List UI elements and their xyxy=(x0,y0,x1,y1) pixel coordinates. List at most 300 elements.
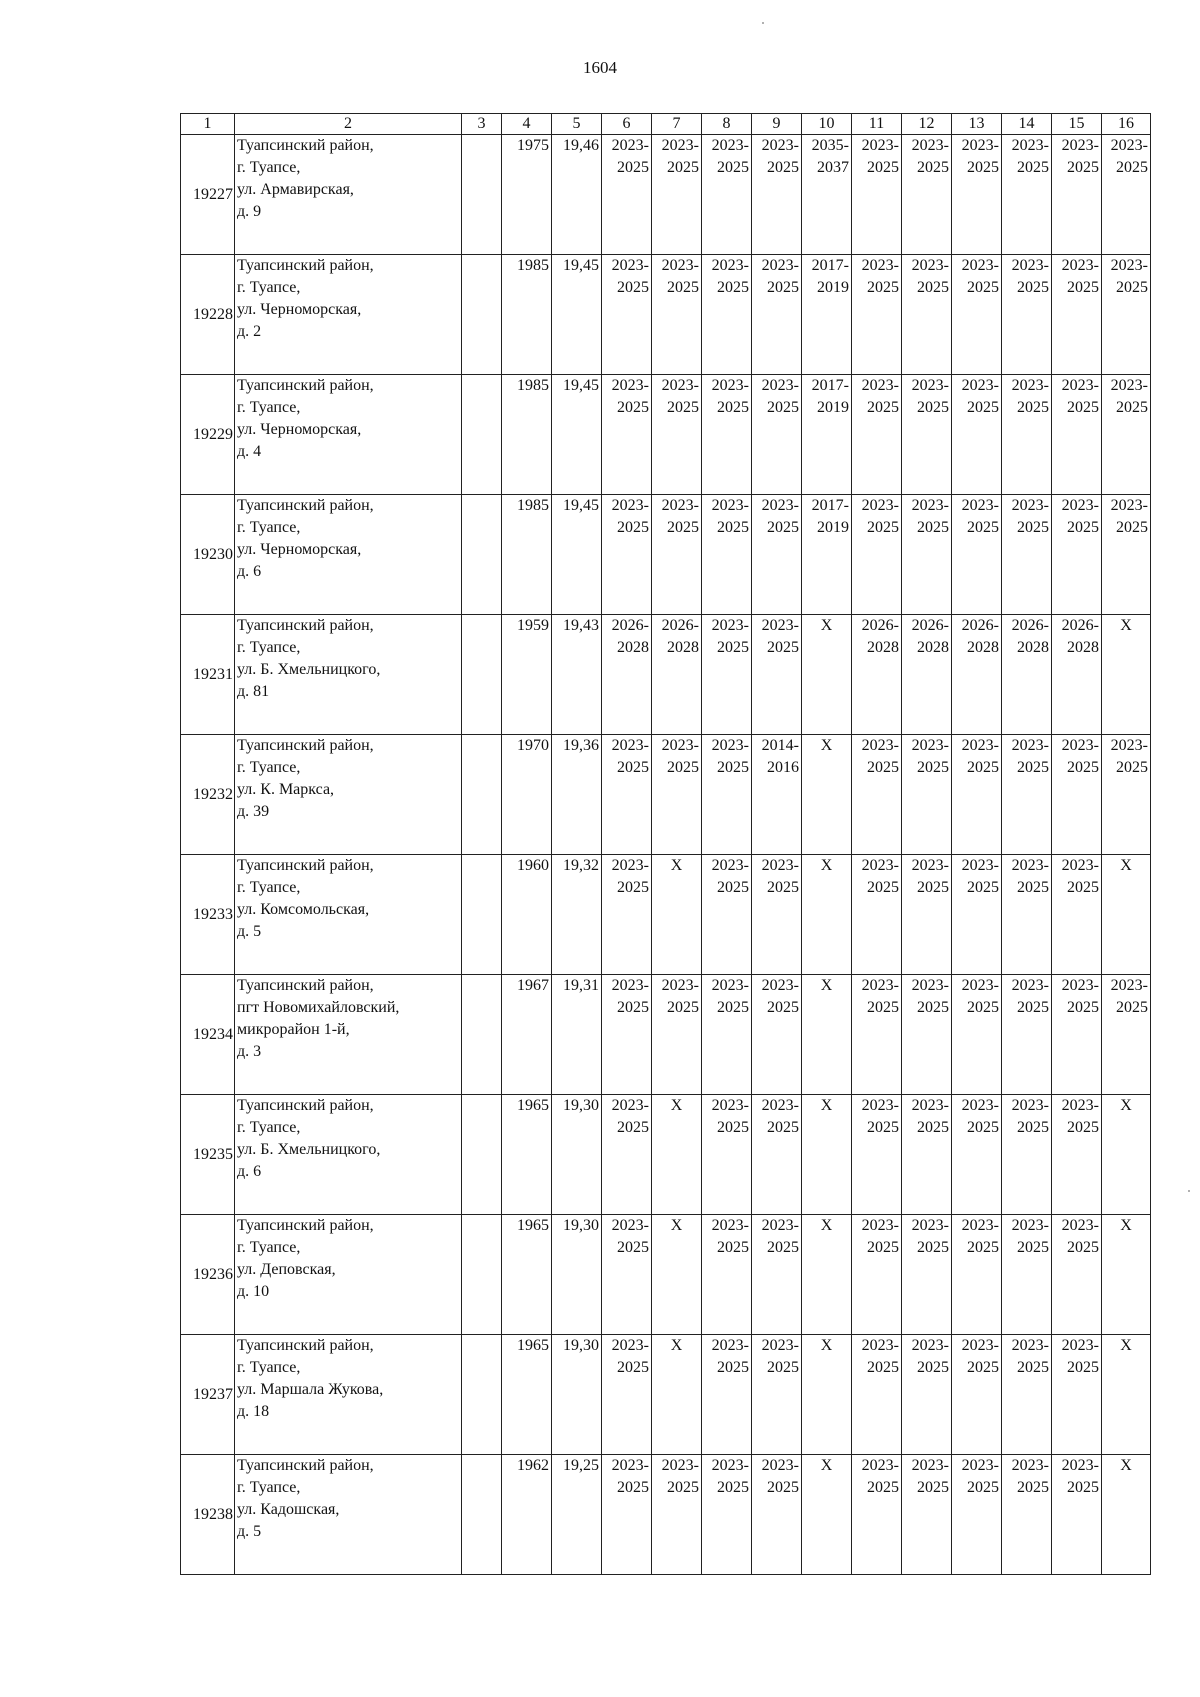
period-line: 2025 xyxy=(917,1479,949,1496)
table-row xyxy=(181,975,1151,1095)
column-header: 6 xyxy=(602,114,652,135)
column-header: 2 xyxy=(235,114,462,135)
period-line: 2025 xyxy=(867,999,899,1016)
period-cell-col6 xyxy=(602,255,652,375)
period-line: 2025 xyxy=(1067,1239,1099,1256)
period-cell-col9 xyxy=(752,495,802,615)
address-line: г. Туапсе, xyxy=(237,1239,301,1256)
period-cell-col11 xyxy=(852,135,902,255)
period-line: 2025 xyxy=(1067,279,1099,296)
period-line: 2023- xyxy=(911,257,949,274)
column-header: 15 xyxy=(1052,114,1102,135)
period-line: 2025 xyxy=(967,399,999,416)
value-cell: 19,46 xyxy=(552,135,602,255)
period-cell-col8 xyxy=(702,135,752,255)
address-line: Туапсинский район, xyxy=(237,257,374,274)
period-cell-col16 xyxy=(1102,1095,1151,1215)
period-line: 2028 xyxy=(667,639,699,656)
column-header: 10 xyxy=(802,114,852,135)
period-line: 2017- xyxy=(811,257,849,274)
period-cell-col11 xyxy=(852,1095,902,1215)
period-line: 2023- xyxy=(1061,737,1099,754)
row-number: 19231 xyxy=(181,615,235,735)
period-line: 2023- xyxy=(761,857,799,874)
period-cell-col15 xyxy=(1052,255,1102,375)
period-cell-col15 xyxy=(1052,1455,1102,1575)
period-cell-col14 xyxy=(1002,495,1052,615)
address-line: Туапсинский район, xyxy=(237,1337,374,1354)
period-cell-col16 xyxy=(1102,255,1151,375)
cell-col3 xyxy=(462,735,502,855)
period-cell-col13 xyxy=(952,975,1002,1095)
period-cell-col9 xyxy=(752,975,802,1095)
period-cell-col14 xyxy=(1002,1455,1052,1575)
period-line: X xyxy=(1120,857,1132,874)
period-cell-col6 xyxy=(602,855,652,975)
table-row xyxy=(181,1455,1151,1575)
period-line: 2025 xyxy=(717,519,749,536)
period-line: X xyxy=(1120,1097,1132,1114)
period-cell-col12 xyxy=(902,855,952,975)
period-line: 2025 xyxy=(1116,519,1148,536)
period-cell-col12 xyxy=(902,135,952,255)
address-cell xyxy=(235,1455,462,1575)
period-cell-col14 xyxy=(1002,1335,1052,1455)
period-line: 2026- xyxy=(861,617,899,634)
period-cell-col15 xyxy=(1052,375,1102,495)
period-cell-col11 xyxy=(852,975,902,1095)
period-cell-col9 xyxy=(752,855,802,975)
period-cell-col11 xyxy=(852,615,902,735)
period-cell-col9 xyxy=(752,1095,802,1215)
period-line: 2026- xyxy=(1061,617,1099,634)
period-line: 2023- xyxy=(1110,977,1148,994)
period-line: 2023- xyxy=(911,497,949,514)
period-line: 2023- xyxy=(711,1217,749,1234)
value-cell: 19,31 xyxy=(552,975,602,1095)
address-cell xyxy=(235,735,462,855)
period-line: X xyxy=(820,737,833,754)
period-line: 2023- xyxy=(761,1097,799,1114)
table-row xyxy=(181,855,1151,975)
period-line: 2023- xyxy=(761,377,799,394)
address-line: ул. К. Маркса, xyxy=(237,781,335,798)
period-cell-col15 xyxy=(1052,135,1102,255)
period-line: 2025 xyxy=(767,879,799,896)
cell-col3 xyxy=(462,1455,502,1575)
period-cell-col9 xyxy=(752,1335,802,1455)
period-cell-col14 xyxy=(1002,375,1052,495)
period-line: 2023- xyxy=(911,857,949,874)
period-line: 2025 xyxy=(917,1359,949,1376)
period-line: 2023- xyxy=(1011,1097,1049,1114)
period-cell-col15 xyxy=(1052,495,1102,615)
year-cell: 1965 xyxy=(502,1335,552,1455)
period-line: 2025 xyxy=(1067,399,1099,416)
cell-col3 xyxy=(462,1215,502,1335)
period-line: 2035- xyxy=(811,137,849,154)
period-cell-col12 xyxy=(902,735,952,855)
period-line: 2023- xyxy=(1011,377,1049,394)
period-cell-col10 xyxy=(802,1335,852,1455)
address-line: Туапсинский район, xyxy=(237,1097,374,1114)
period-line: 2025 xyxy=(717,1239,749,1256)
value-cell: 19,45 xyxy=(552,375,602,495)
value-cell: 19,43 xyxy=(552,615,602,735)
period-line: 2023- xyxy=(961,857,999,874)
period-line: 2023- xyxy=(761,137,799,154)
period-line: 2023- xyxy=(1110,737,1148,754)
period-line: X xyxy=(820,617,833,634)
year-cell: 1970 xyxy=(502,735,552,855)
address-line: д. 5 xyxy=(237,923,262,940)
cell-col3 xyxy=(462,375,502,495)
table-row xyxy=(181,1215,1151,1335)
period-line: 2023- xyxy=(861,977,899,994)
period-line: 2023- xyxy=(1061,497,1099,514)
period-line: 2025 xyxy=(667,279,699,296)
table-body xyxy=(181,114,1151,1575)
year-cell: 1985 xyxy=(502,255,552,375)
row-number: 19238 xyxy=(181,1455,235,1575)
period-cell-col7 xyxy=(652,615,702,735)
year-cell: 1985 xyxy=(502,495,552,615)
period-line: 2023- xyxy=(611,137,649,154)
column-header: 8 xyxy=(702,114,752,135)
period-line: 2023- xyxy=(761,977,799,994)
period-line: 2023- xyxy=(911,377,949,394)
period-line: 2025 xyxy=(1017,1359,1049,1376)
period-line: 2025 xyxy=(867,279,899,296)
period-line: 2017- xyxy=(811,377,849,394)
period-cell-col11 xyxy=(852,735,902,855)
period-line: 2023- xyxy=(711,497,749,514)
period-cell-col8 xyxy=(702,855,752,975)
period-line: 2026- xyxy=(661,617,699,634)
value-cell: 19,30 xyxy=(552,1095,602,1215)
period-line: 2025 xyxy=(867,519,899,536)
period-cell-col13 xyxy=(952,375,1002,495)
address-line: Туапсинский район, xyxy=(237,377,374,394)
period-line: 2025 xyxy=(867,159,899,176)
period-line: 2025 xyxy=(1116,279,1148,296)
period-cell-col8 xyxy=(702,375,752,495)
address-line: Туапсинский район, xyxy=(237,737,374,754)
period-line: 2025 xyxy=(1116,399,1148,416)
period-cell-col14 xyxy=(1002,1095,1052,1215)
year-cell: 1967 xyxy=(502,975,552,1095)
year-cell: 1965 xyxy=(502,1095,552,1215)
period-line: 2023- xyxy=(961,377,999,394)
period-cell-col11 xyxy=(852,855,902,975)
period-line: 2025 xyxy=(617,759,649,776)
period-line: 2025 xyxy=(1017,759,1049,776)
column-header: 7 xyxy=(652,114,702,135)
period-line: 2025 xyxy=(667,999,699,1016)
period-cell-col15 xyxy=(1052,975,1102,1095)
address-line: д. 6 xyxy=(237,563,262,580)
row-number: 19229 xyxy=(181,375,235,495)
period-line: 2025 xyxy=(1017,279,1049,296)
address-line: г. Туапсе, xyxy=(237,1359,301,1376)
period-cell-col9 xyxy=(752,615,802,735)
address-line: г. Туапсе, xyxy=(237,879,301,896)
period-line: 2025 xyxy=(867,1239,899,1256)
period-line: 2025 xyxy=(967,759,999,776)
period-cell-col14 xyxy=(1002,135,1052,255)
period-line: 2025 xyxy=(617,519,649,536)
period-line: 2023- xyxy=(1061,1217,1099,1234)
value-cell: 19,30 xyxy=(552,1335,602,1455)
table-row xyxy=(181,135,1151,255)
period-cell-col9 xyxy=(752,135,802,255)
period-line: 2023- xyxy=(911,1217,949,1234)
period-cell-col13 xyxy=(952,135,1002,255)
period-line: 2023- xyxy=(761,1217,799,1234)
row-number: 19232 xyxy=(181,735,235,855)
period-line: 2025 xyxy=(867,1359,899,1376)
value-cell: 19,25 xyxy=(552,1455,602,1575)
period-cell-col8 xyxy=(702,255,752,375)
period-line: 2023- xyxy=(1011,1217,1049,1234)
period-line: 2023- xyxy=(661,377,699,394)
cell-col3 xyxy=(462,975,502,1095)
period-line: 2023- xyxy=(861,737,899,754)
period-line: 2023- xyxy=(611,857,649,874)
address-cell xyxy=(235,615,462,735)
period-cell-col8 xyxy=(702,975,752,1095)
row-number: 19233 xyxy=(181,855,235,975)
address-cell xyxy=(235,135,462,255)
address-cell xyxy=(235,495,462,615)
period-cell-col11 xyxy=(852,1455,902,1575)
period-line: X xyxy=(820,1457,833,1474)
period-cell-col13 xyxy=(952,1455,1002,1575)
address-line: ул. Б. Хмельницкого, xyxy=(237,1141,381,1158)
period-cell-col8 xyxy=(702,1455,752,1575)
period-line: 2025 xyxy=(1017,159,1049,176)
table-row xyxy=(181,735,1151,855)
cell-col3 xyxy=(462,1095,502,1215)
period-line: 2025 xyxy=(967,1239,999,1256)
period-cell-col11 xyxy=(852,255,902,375)
period-cell-col7 xyxy=(652,1335,702,1455)
period-cell-col12 xyxy=(902,1455,952,1575)
address-line: д. 10 xyxy=(237,1283,270,1300)
period-line: 2026- xyxy=(611,617,649,634)
period-line: 2025 xyxy=(867,1479,899,1496)
period-line: 2023- xyxy=(1061,257,1099,274)
column-header: 16 xyxy=(1102,114,1151,135)
period-cell-col8 xyxy=(702,735,752,855)
period-line: 2025 xyxy=(1017,519,1049,536)
address-line: ул. Черноморская, xyxy=(237,421,362,438)
period-line: 2025 xyxy=(717,399,749,416)
period-line: X xyxy=(670,1337,683,1354)
table-row xyxy=(181,1335,1151,1455)
period-line: 2025 xyxy=(617,159,649,176)
period-line: 2025 xyxy=(1067,759,1099,776)
period-cell-col6 xyxy=(602,1215,652,1335)
period-line: 2025 xyxy=(967,1119,999,1136)
period-line: 2025 xyxy=(1116,159,1148,176)
period-cell-col13 xyxy=(952,1215,1002,1335)
period-cell-col12 xyxy=(902,615,952,735)
period-line: 2028 xyxy=(1017,639,1049,656)
period-line: 2023- xyxy=(711,857,749,874)
header-row xyxy=(181,114,1151,135)
address-line: г. Туапсе, xyxy=(237,1479,301,1496)
cell-col3 xyxy=(462,495,502,615)
row-number: 19237 xyxy=(181,1335,235,1455)
period-line: 2025 xyxy=(967,1479,999,1496)
period-line: 2025 xyxy=(1116,759,1148,776)
address-line: д. 6 xyxy=(237,1163,262,1180)
period-line: 2023- xyxy=(1011,1337,1049,1354)
table-row xyxy=(181,255,1151,375)
address-cell xyxy=(235,975,462,1095)
period-line: 2026- xyxy=(961,617,999,634)
period-cell-col15 xyxy=(1052,735,1102,855)
period-line: 2023- xyxy=(611,257,649,274)
period-line: 2023- xyxy=(661,737,699,754)
period-cell-col7 xyxy=(652,255,702,375)
address-line: ул. Деповская, xyxy=(237,1261,336,1278)
column-header: 13 xyxy=(952,114,1002,135)
period-line: 2025 xyxy=(667,1479,699,1496)
period-line: 2025 xyxy=(867,399,899,416)
address-line: г. Туапсе, xyxy=(237,639,301,656)
address-line: Туапсинский район, xyxy=(237,617,374,634)
period-line: 2025 xyxy=(917,759,949,776)
period-line: 2023- xyxy=(611,377,649,394)
period-line: 2023- xyxy=(611,737,649,754)
period-cell-col16 xyxy=(1102,495,1151,615)
period-line: 2025 xyxy=(617,399,649,416)
period-line: 2025 xyxy=(1017,1119,1049,1136)
period-line: 2023- xyxy=(1011,137,1049,154)
period-line: 2023- xyxy=(711,1457,749,1474)
period-cell-col6 xyxy=(602,735,652,855)
period-line: 2025 xyxy=(717,1119,749,1136)
period-cell-col15 xyxy=(1052,615,1102,735)
row-number: 19227 xyxy=(181,135,235,255)
address-line: Туапсинский район, xyxy=(237,977,374,994)
period-line: 2023- xyxy=(711,617,749,634)
period-line: 2023- xyxy=(861,1097,899,1114)
period-line: 2025 xyxy=(617,999,649,1016)
period-cell-col16 xyxy=(1102,615,1151,735)
period-line: 2025 xyxy=(667,399,699,416)
address-line: ул. Маршала Жукова, xyxy=(237,1381,384,1398)
period-line: 2025 xyxy=(717,1479,749,1496)
address-line: г. Туапсе, xyxy=(237,159,301,176)
period-line: 2023- xyxy=(611,497,649,514)
period-line: 2028 xyxy=(1067,639,1099,656)
period-line: 2025 xyxy=(717,639,749,656)
period-line: 2025 xyxy=(967,159,999,176)
period-line: 2023- xyxy=(961,1097,999,1114)
period-cell-col9 xyxy=(752,255,802,375)
period-line: 2025 xyxy=(617,1479,649,1496)
period-line: 2023- xyxy=(661,257,699,274)
period-line: 2023- xyxy=(861,1337,899,1354)
period-line: 2017- xyxy=(811,497,849,514)
value-cell: 19,36 xyxy=(552,735,602,855)
period-cell-col12 xyxy=(902,1335,952,1455)
row-number: 19230 xyxy=(181,495,235,615)
value-cell: 19,45 xyxy=(552,255,602,375)
period-line: 2023- xyxy=(1110,137,1148,154)
period-cell-col14 xyxy=(1002,855,1052,975)
period-cell-col9 xyxy=(752,375,802,495)
address-line: д. 4 xyxy=(237,443,262,460)
period-cell-col8 xyxy=(702,1095,752,1215)
period-cell-col7 xyxy=(652,1095,702,1215)
year-cell: 1960 xyxy=(502,855,552,975)
period-line: 2023- xyxy=(661,1457,699,1474)
period-line: 2025 xyxy=(967,999,999,1016)
cell-col3 xyxy=(462,1335,502,1455)
period-line: 2023- xyxy=(761,257,799,274)
period-line: 2025 xyxy=(917,1119,949,1136)
period-line: 2025 xyxy=(1067,1119,1099,1136)
period-line: 2023- xyxy=(961,137,999,154)
address-line: д. 2 xyxy=(237,323,262,340)
value-cell: 19,45 xyxy=(552,495,602,615)
period-line: 2019 xyxy=(817,279,849,296)
address-line: г. Туапсе, xyxy=(237,1119,301,1136)
period-line: 2023- xyxy=(961,497,999,514)
address-line: Туапсинский район, xyxy=(237,1457,374,1474)
period-line: 2025 xyxy=(1017,399,1049,416)
period-line: 2023- xyxy=(961,1217,999,1234)
period-line: 2023- xyxy=(711,137,749,154)
period-cell-col6 xyxy=(602,375,652,495)
address-line: ул. Армавирская, xyxy=(237,181,354,198)
period-cell-col15 xyxy=(1052,1095,1102,1215)
period-cell-col6 xyxy=(602,1095,652,1215)
period-line: 2025 xyxy=(767,1479,799,1496)
period-line: 2025 xyxy=(617,1239,649,1256)
period-line: 2023- xyxy=(661,137,699,154)
period-line: 2023- xyxy=(1110,497,1148,514)
period-line: X xyxy=(1120,617,1132,634)
period-line: 2023- xyxy=(1061,1457,1099,1474)
period-line: 2023- xyxy=(911,1337,949,1354)
address-line: д. 9 xyxy=(237,203,262,220)
period-line: 2028 xyxy=(917,639,949,656)
period-line: 2025 xyxy=(717,279,749,296)
period-line: 2025 xyxy=(617,1359,649,1376)
period-cell-col7 xyxy=(652,495,702,615)
period-line: 2025 xyxy=(767,399,799,416)
period-cell-col12 xyxy=(902,375,952,495)
period-line: 2023- xyxy=(961,977,999,994)
period-line: 2023- xyxy=(711,977,749,994)
address-line: д. 81 xyxy=(237,683,270,700)
period-line: 2023- xyxy=(611,1217,649,1234)
period-line: 2025 xyxy=(767,1119,799,1136)
period-cell-col9 xyxy=(752,1215,802,1335)
period-cell-col8 xyxy=(702,1215,752,1335)
period-cell-col8 xyxy=(702,495,752,615)
period-line: 2025 xyxy=(717,879,749,896)
period-cell-col12 xyxy=(902,1095,952,1215)
period-line: 2025 xyxy=(967,879,999,896)
period-line: 2025 xyxy=(1067,519,1099,536)
period-cell-col10 xyxy=(802,735,852,855)
